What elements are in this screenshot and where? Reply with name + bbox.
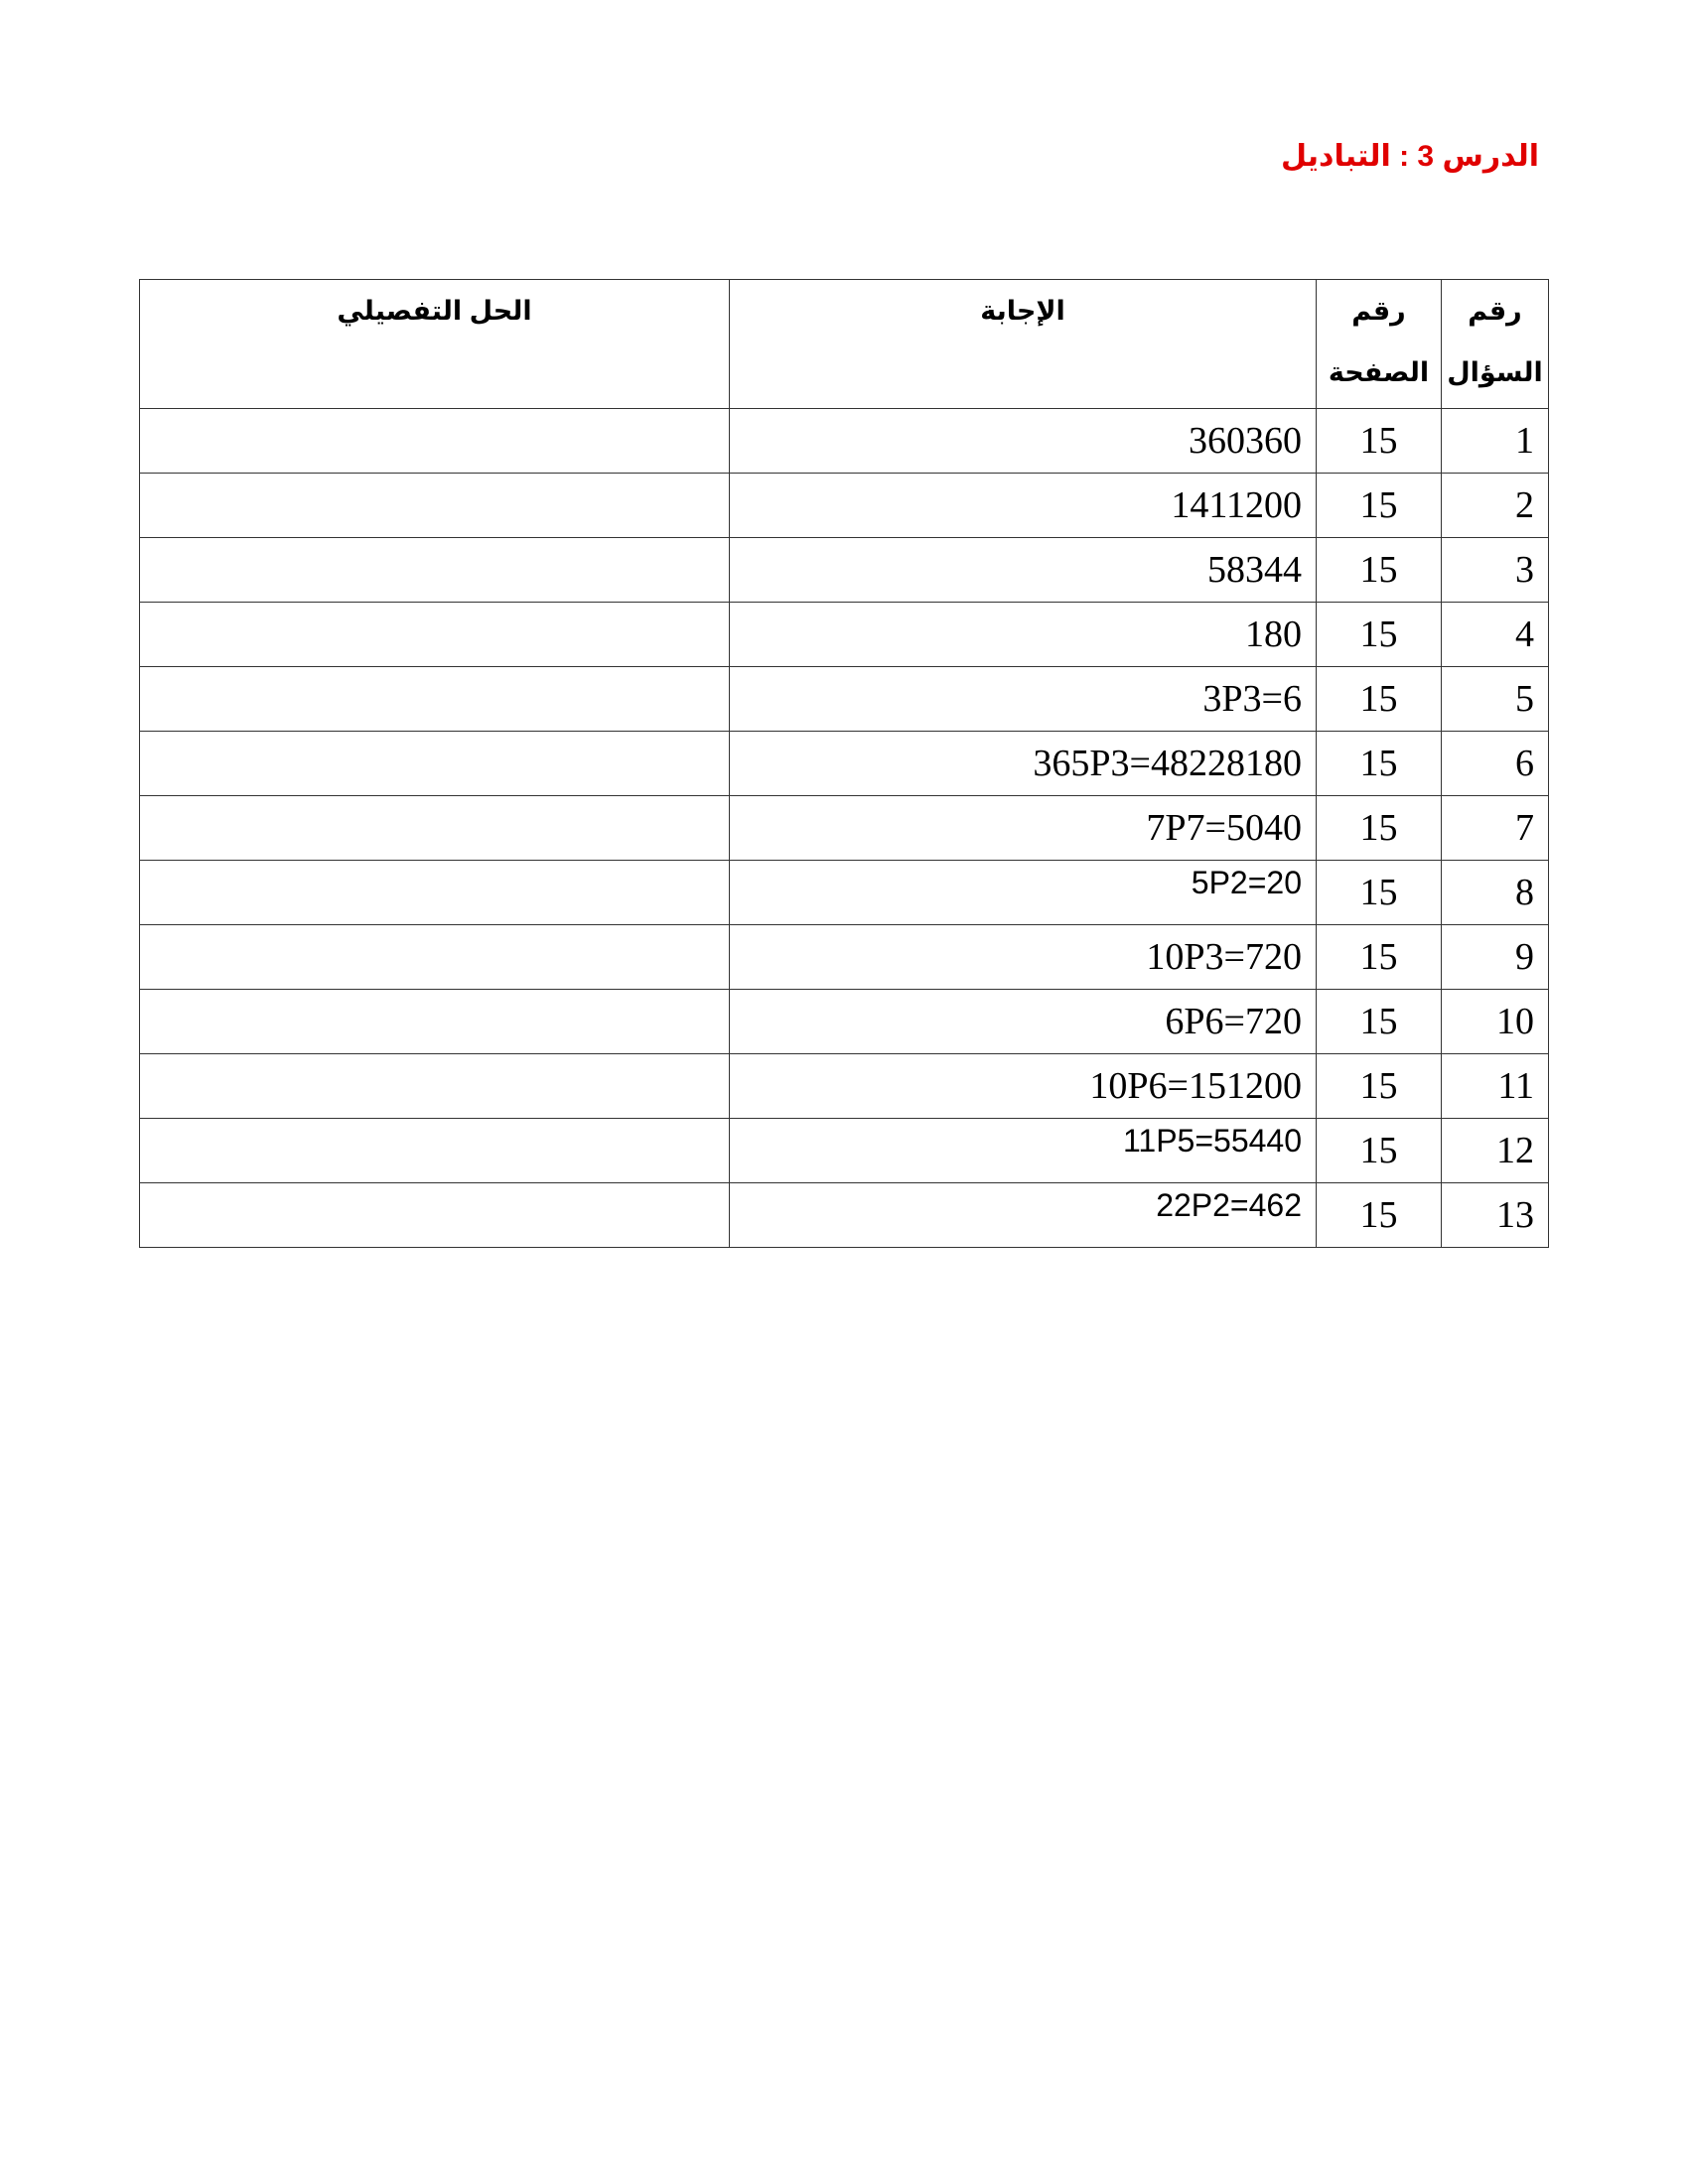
answer-text: 6P6=720 [1165,1001,1302,1042]
detailed-solution-cell [140,861,730,925]
question-number-cell: 6 [1442,732,1549,796]
table-row [140,1183,1549,1248]
table-row [140,1054,1549,1119]
answer-cell [730,990,1317,1054]
answer-text: 10P6=151200 [1089,1065,1302,1107]
header-page-number-line2: الصفحة [1328,357,1430,387]
header-page-number-line1: رقم [1351,296,1406,326]
question-number-cell: 13 [1442,1183,1549,1248]
page-number-cell: 15 [1317,796,1442,861]
answer-cell [730,538,1317,603]
detailed-solution-cell [140,925,730,990]
answer-text: 180 [1245,614,1302,655]
header-page-number [1317,280,1442,409]
question-number-cell: 7 [1442,796,1549,861]
detailed-solution-cell [140,796,730,861]
answer-text: 365P3=48228180 [1033,743,1302,784]
page-number-cell: 15 [1317,925,1442,990]
page-number-cell: 15 [1317,1183,1442,1248]
table-row [140,538,1549,603]
answers-table [139,279,1549,1248]
answer-text: 58344 [1207,549,1302,591]
answer-text: 22P2=462 [1156,1186,1302,1223]
answer-cell [730,603,1317,667]
page-number-cell: 15 [1317,1054,1442,1119]
answer-text: 5P2=20 [1191,864,1302,900]
page-number-cell: 15 [1317,603,1442,667]
table-row [140,925,1549,990]
question-number-cell: 8 [1442,861,1549,925]
answer-cell [730,1119,1317,1183]
page-number-cell: 15 [1317,1119,1442,1183]
table-row [140,1119,1549,1183]
header-detailed-solution: الحل التفصيلي [140,280,730,409]
answer-cell [730,409,1317,474]
page-number-cell: 15 [1317,732,1442,796]
table-row [140,667,1549,732]
page-number-cell: 15 [1317,861,1442,925]
page-number-cell: 15 [1317,474,1442,538]
question-number-cell: 12 [1442,1119,1549,1183]
answer-cell [730,1183,1317,1248]
question-number-cell: 9 [1442,925,1549,990]
page-number-cell: 15 [1317,538,1442,603]
table-row [140,796,1549,861]
question-number-cell: 2 [1442,474,1549,538]
answer-text: 7P7=5040 [1146,807,1302,849]
table-row [140,409,1549,474]
answer-cell [730,861,1317,925]
page-title: الدرس 3 : التباديل [1281,140,1539,173]
detailed-solution-cell [140,1183,730,1248]
table-header-row [140,280,1549,409]
page-number-cell: 15 [1317,667,1442,732]
detailed-solution-cell [140,732,730,796]
question-number-cell: 1 [1442,409,1549,474]
answer-cell [730,1054,1317,1119]
header-question-number-line2: السؤال [1447,357,1543,387]
table-row [140,732,1549,796]
answer-text: 3P3=6 [1202,678,1302,720]
detailed-solution-cell [140,1054,730,1119]
detailed-solution-cell [140,474,730,538]
detailed-solution-cell [140,990,730,1054]
question-number-cell: 4 [1442,603,1549,667]
detailed-solution-cell [140,1119,730,1183]
table-row [140,603,1549,667]
answer-cell [730,732,1317,796]
answer-cell [730,925,1317,990]
answer-cell [730,474,1317,538]
question-number-cell: 11 [1442,1054,1549,1119]
answer-cell [730,796,1317,861]
detailed-solution-cell [140,667,730,732]
header-question-number [1442,280,1549,409]
table-row [140,990,1549,1054]
answer-text: 1411200 [1171,484,1302,526]
question-number-cell: 10 [1442,990,1549,1054]
detailed-solution-cell [140,409,730,474]
question-number-cell: 3 [1442,538,1549,603]
answer-cell [730,667,1317,732]
page-number-cell: 15 [1317,409,1442,474]
table-row [140,861,1549,925]
answer-text: 11P5=55440 [1122,1122,1302,1159]
detailed-solution-cell [140,603,730,667]
header-question-number-line1: رقم [1468,296,1522,326]
header-answer: الإجابة [730,280,1317,409]
table-row [140,474,1549,538]
table-body [140,409,1549,1248]
question-number-cell: 5 [1442,667,1549,732]
page-number-cell: 15 [1317,990,1442,1054]
answer-text: 360360 [1189,420,1302,462]
detailed-solution-cell [140,538,730,603]
answer-text: 10P3=720 [1146,936,1302,978]
